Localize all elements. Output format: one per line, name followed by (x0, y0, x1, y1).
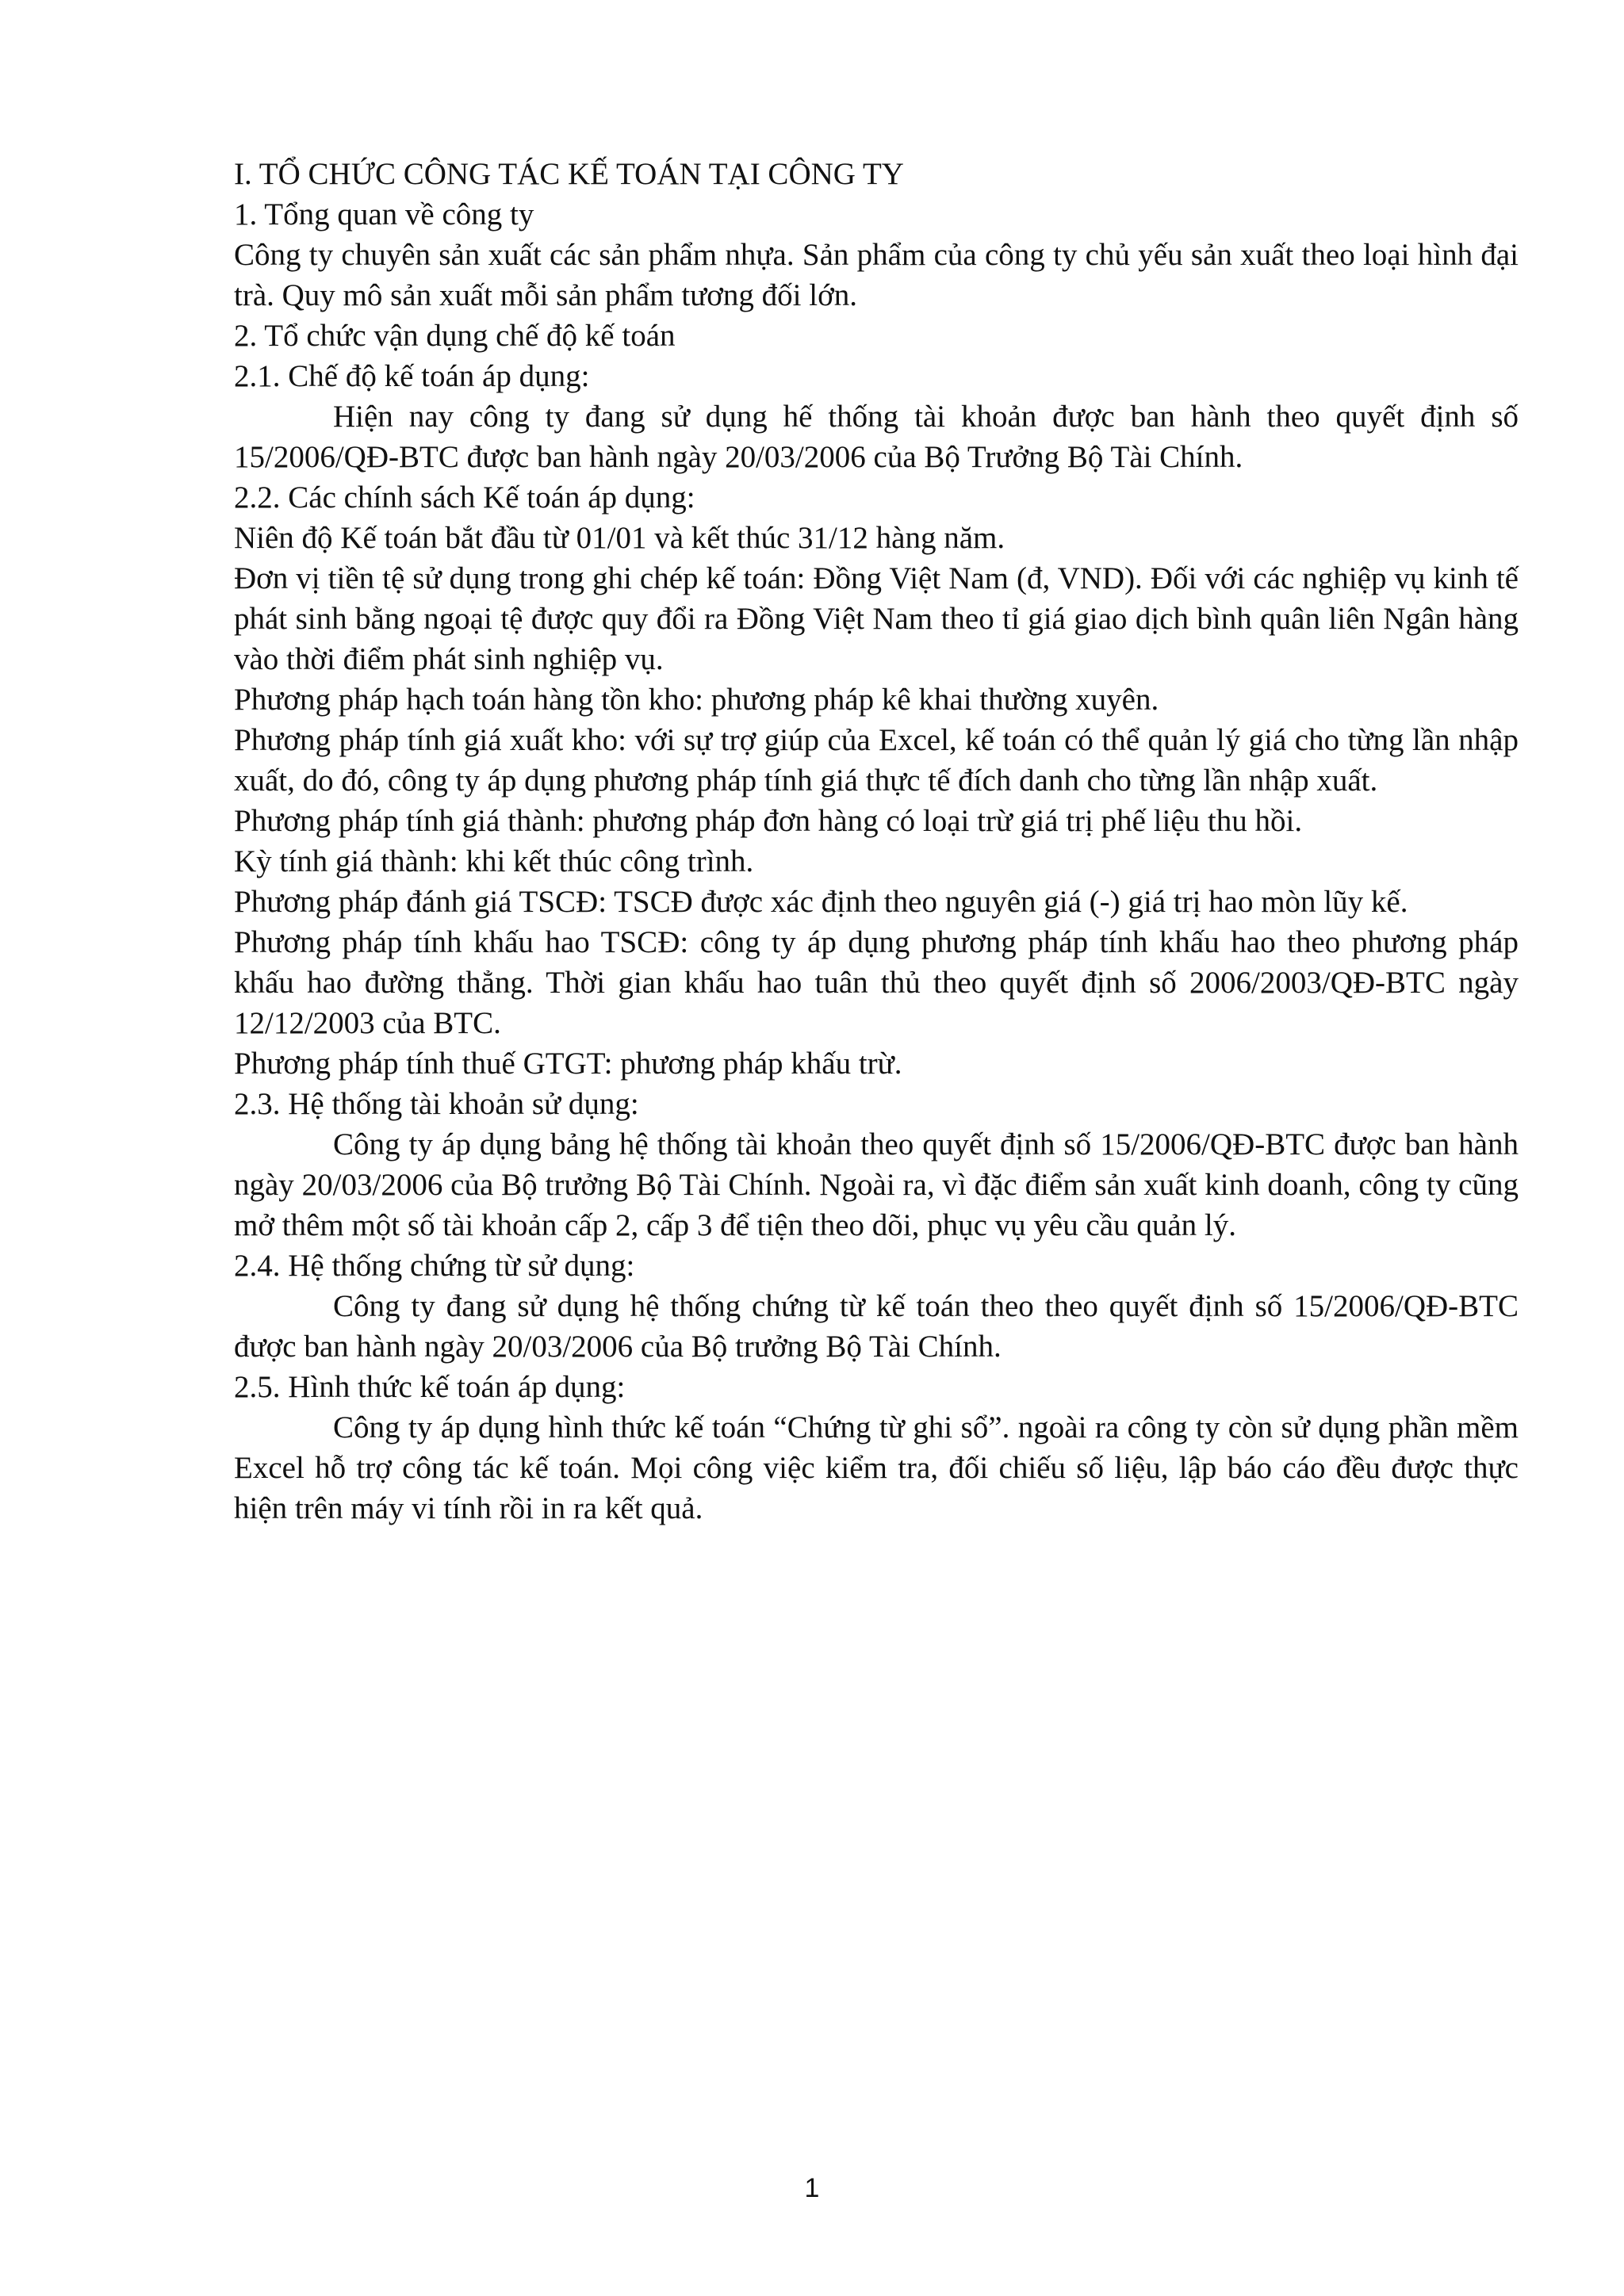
policy-costing-method: Phương pháp tính giá thành: phương pháp đơn hàng có loại trừ giá trị phế liệu thu hồi. (234, 804, 1303, 838)
section-1-heading: 1. Tổng quan về công ty (234, 197, 534, 232)
section-1-paragraph: Công ty chuyên sản xuất các sản phẩm nhựa. Sản phẩm của công ty chủ yếu sản xuất theo loại hình đại trà. Quy mô sản xuất mỗi sản phẩm tương đối lớn. (234, 238, 1519, 312)
section-2-2-heading: 2.2. Các chính sách Kế toán áp dụng: (234, 480, 695, 515)
policy-costing-period: Kỳ tính giá thành: khi kết thúc công trình. (234, 844, 754, 878)
page-number: 1 (804, 2173, 820, 2203)
document-body (234, 154, 1519, 1529)
policy-depreciation: Phương pháp tính khấu hao TSCĐ: công ty áp dụng phương pháp tính khấu hao theo phương pháp khấu hao đường thẳng. Thời gian khấu hao tuân thủ theo quyết định số 2006/2003/QĐ-BTC ngày 12/12/2003 của BTC. (234, 925, 1519, 1040)
section-2-1-heading: 2.1. Chế độ kế toán áp dụng: (234, 359, 590, 393)
policy-asset-valuation: Phương pháp đánh giá TSCĐ: TSCĐ được xác định theo nguyên giá (-) giá trị hao mòn lũy kế. (234, 885, 1408, 919)
policy-fiscal-year: Niên độ Kế toán bắt đầu từ 01/01 và kết thúc 31/12 hàng năm. (234, 521, 1005, 555)
policy-inventory: Phương pháp hạch toán hàng tồn kho: phương pháp kê khai thường xuyên. (234, 683, 1159, 717)
section-2-3-paragraph: Công ty áp dụng bảng hệ thống tài khoản theo quyết định số 15/2006/QĐ-BTC được ban hành ngày 20/03/2006 của Bộ trưởng Bộ Tài Chính. Ngoài ra, vì đặc điểm sản xuất kinh doanh, công ty cũng mở thêm một số tài khoản cấp 2, cấp 3 để tiện theo dõi, phục vụ yêu cầu quản lý. (234, 1127, 1519, 1242)
policy-currency: Đơn vị tiền tệ sử dụng trong ghi chép kế toán: Đồng Việt Nam (đ, VND). Đối với các nghiệp vụ kinh tế phát sinh bằng ngoại tệ được quy đổi ra Đồng Việt Nam theo tỉ giá giao dịch bình quân liên Ngân hàng vào thời điểm phát sinh nghiệp vụ. (234, 561, 1519, 676)
policy-vat: Phương pháp tính thuế GTGT: phương pháp khấu trừ. (234, 1047, 902, 1081)
section-2-4-paragraph: Công ty đang sử dụng hệ thống chứng từ kế toán theo theo quyết định số 15/2006/QĐ-BTC được ban hành ngày 20/03/2006 của Bộ trưởng Bộ Tài Chính. (234, 1289, 1519, 1364)
section-2-3-heading: 2.3. Hệ thống tài khoản sử dụng: (234, 1087, 639, 1121)
section-2-4-heading: 2.4. Hệ thống chứng từ sử dụng: (234, 1249, 635, 1283)
section-2-5-paragraph: Công ty áp dụng hình thức kế toán “Chứng từ ghi sổ”. ngoài ra công ty còn sử dụng phần mềm Excel hỗ trợ công tác kế toán. Mọi công việc kiểm tra, đối chiếu số liệu, lập báo cáo đều được thực hiện trên máy vi tính rồi in ra kết quả. (234, 1410, 1519, 1525)
document-title: I. TỔ CHỨC CÔNG TÁC KẾ TOÁN TẠI CÔNG TY (234, 157, 904, 191)
policy-export-pricing: Phương pháp tính giá xuất kho: với sự trợ giúp của Excel, kế toán có thể quản lý giá cho từng lần nhập xuất, do đó, công ty áp dụng phương pháp tính giá thực tế đích danh cho từng lần nhập xuất. (234, 723, 1519, 798)
section-2-1-paragraph: Hiện nay công ty đang sử dụng hế thống tài khoản được ban hành theo quyết định số 15/2006/QĐ-BTC được ban hành ngày 20/03/2006 của Bộ Trưởng Bộ Tài Chính. (234, 400, 1519, 474)
section-2-heading: 2. Tổ chức vận dụng chế độ kế toán (234, 319, 676, 353)
section-2-5-heading: 2.5. Hình thức kế toán áp dụng: (234, 1370, 626, 1404)
